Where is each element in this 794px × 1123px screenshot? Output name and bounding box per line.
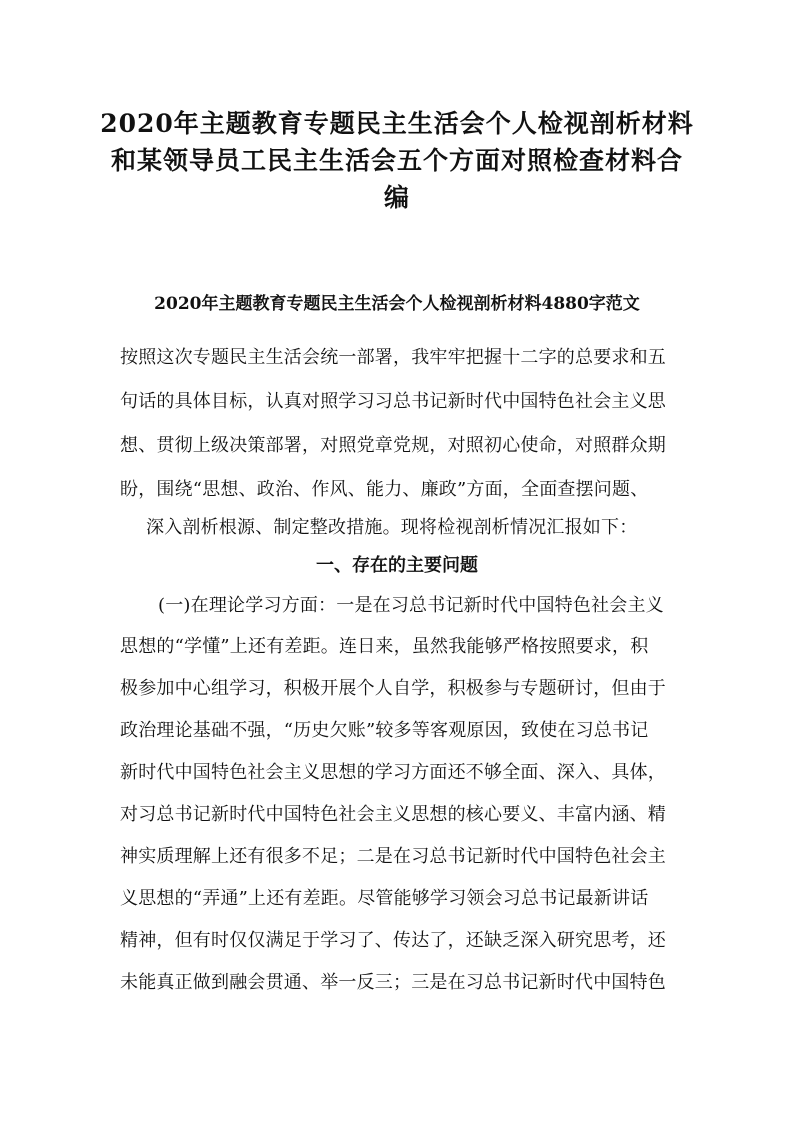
title-line-3: 编 [383, 183, 410, 212]
section-line: 政治理论基础不强，“历史欠账”较多等客观原因，致使在习总书记 [120, 720, 649, 741]
section-line: (一)在理论学习方面：一是在习总书记新时代中国特色社会主义 [158, 595, 664, 616]
section-line: 新时代中国特色社会主义思想的学习方面还不够全面、深入、具体， [120, 762, 666, 783]
document-subtitle: 2020年主题教育专题民主生活会个人检视剖析材料4880字范文 [154, 294, 640, 314]
intro-line: 按照这次专题民主生活会统一部署，我牢牢把握十二字的总要求和五 [120, 347, 666, 368]
section-heading: 一、存在的主要问题 [316, 555, 478, 576]
section-line: 极参加中心组学习，积极开展个人自学，积极参与专题研讨，但由于 [120, 678, 666, 699]
section-line: 精神，但有时仅仅满足于学习了、传达了，还缺乏深入研究思考，还 [120, 930, 666, 951]
intro-line: 想、贯彻上级决策部署，对照党章党规，对照初心使命，对照群众期 [120, 435, 666, 456]
intro-line: 句话的具体目标，认真对照学习习总书记新时代中国特色社会主义思 [120, 391, 666, 412]
intro-line: 深入剖析根源、制定整改措施。现将检视剖析情况汇报如下： [146, 517, 638, 538]
section-line: 未能真正做到融会贯通、举一反三；三是在习总书记新时代中国特色 [120, 972, 666, 993]
section-line: 神实质理解上还有很多不足；二是在习总书记新时代中国特色社会主 [120, 846, 666, 867]
section-line: 义思想的“弄通”上还有差距。尽管能够学习领会习总书记最新讲话 [120, 888, 649, 909]
title-line-2: 和某领导员工民主生活会五个方面对照检查材料合 [110, 146, 683, 175]
title-line-1: 2020年主题教育专题民主生活会个人检视剖析材料 [100, 109, 694, 138]
intro-line: 盼，围绕“思想、政治、作风、能力、廉政”方面，全面查摆问题、 [120, 479, 649, 500]
section-line: 思想的“学懂”上还有差距。连日来，虽然我能够严格按照要求，积 [120, 636, 649, 657]
section-line: 对习总书记新时代中国特色社会主义思想的核心要义、丰富内涵、精 [120, 804, 666, 825]
